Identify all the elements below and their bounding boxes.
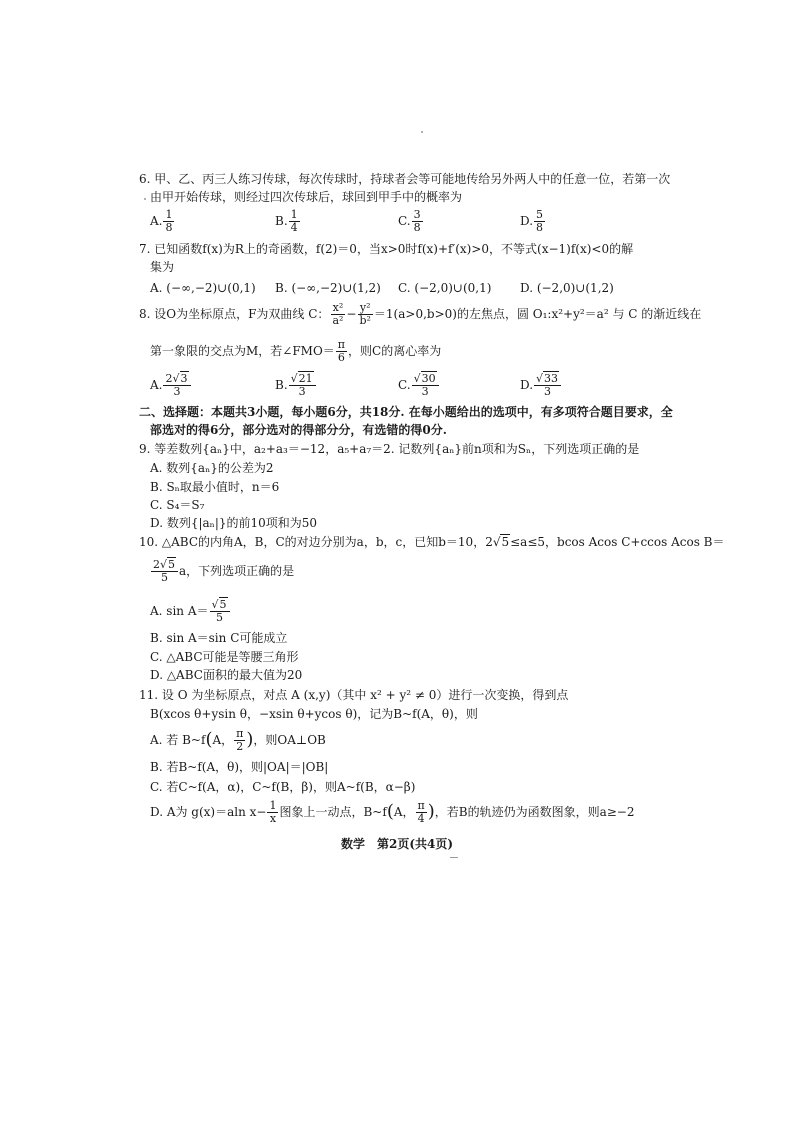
q8-option-c: C. $\frac{√30}{3}$ xyxy=(398,370,440,400)
q11-option-d: D. A为 g(x)＝aln x− $\frac{1}{x}$ 图象上一动点，B~f ( A， $\frac{\pi}{4}$ ) ，若B的轨迹仍为函数图象，则a≥−2 xyxy=(150,798,635,825)
q10-line1: 10. △ABC的内角A，B，C的对边分别为a，b，c，已知b＝10，2√5≤a≤5，bcos Acos C+ccos Acos B＝ xyxy=(139,535,725,549)
q10-option-a: A. sin A＝ $\frac{√5}{5}$ xyxy=(150,596,231,626)
q6-options xyxy=(150,207,710,235)
q6-line2: 由甲开始传球，则经过四次传球后，球回到甲手中的概率为 xyxy=(150,190,463,204)
q10-line2: $\frac{2√5}{5}$ a，下列选项正确的是 xyxy=(153,557,295,584)
q9-option-d: D. 数列{|aₙ|}的前10项和为50 xyxy=(150,516,318,530)
q7-option-d: D. (−2,0)∪(1,2) xyxy=(520,281,614,295)
q9-option-c: C. S₄＝S₇ xyxy=(150,498,205,512)
q7-option-b: B. (−∞,−2)∪(1,2) xyxy=(275,281,381,295)
section2-line2: 部选对的得6分，部分选对的得部分分，有选错的得0分. xyxy=(150,423,447,437)
scan-speck xyxy=(144,198,146,200)
q9-stem: 9. 等差数列{aₙ}中，a₂+a₃＝−12，a₅+a₇＝2. 记数列{aₙ}前n项和为Sₙ，下列选项正确的是 xyxy=(139,442,640,456)
q9-option-b: B. Sₙ取最小值时，n＝6 xyxy=(150,480,280,494)
q8-option-b: B. $\frac{√21}{3}$ xyxy=(275,370,317,400)
scan-speck xyxy=(450,857,458,858)
q10-option-d: D. △ABC面积的最大值为20 xyxy=(150,668,303,682)
q7-option-a: A. (−∞,−2)∪(0,1) xyxy=(150,281,256,295)
q8-option-a: A. $\frac{2√3}{3}$ xyxy=(150,370,192,400)
q8-line2: 第一象限的交点为M，若∠FMO＝ $\frac{\pi}{6}$ ，则C的离心率为 xyxy=(150,337,442,364)
q7-line2: 集为 xyxy=(150,260,175,274)
q7-options xyxy=(150,274,710,302)
q6-option-c: C. $\frac{3}{8}$ xyxy=(398,207,421,234)
q9-option-a: A. 数列{aₙ}的公差为2 xyxy=(150,461,274,475)
section2-line1: 二、选择题：本题共3小题，每小题6分，共18分. 在每小题给出的选项中，有多项符合题目要求，全 xyxy=(139,405,673,419)
q6-line1: 6. 甲、乙、丙三人练习传球，每次传球时，持球者会等可能地传给另外两人中的任意一位，若第一次 xyxy=(139,172,671,186)
q10-option-c: C. △ABC可能是等腰三角形 xyxy=(150,650,299,664)
q11-option-b: B. 若B~f(A，θ)，则|OA|＝|OB| xyxy=(150,760,329,774)
q11-line2: B(xcos θ+ysin θ，−xsin θ+ycos θ)，记为B~f(A，θ)，则 xyxy=(150,707,478,721)
page-footer: 数学 第2页(共4页) xyxy=(340,837,454,851)
q6-option-d: D. $\frac{5}{8}$ xyxy=(520,207,544,234)
q11-option-c: C. 若C~f(A，α)，C~f(B，β)，则A~f(B，α−β) xyxy=(150,780,416,794)
q8-option-d: D. $\frac{√33}{3}$ xyxy=(520,370,562,400)
q8-options xyxy=(150,370,710,400)
q6-option-b: B. $\frac{1}{4}$ xyxy=(275,207,298,234)
q11-option-a: A. 若 B~f ( A， $\frac{\pi}{2}$ ) ，则OA⊥OB xyxy=(150,726,326,753)
q6-option-a: A. $\frac{1}{8}$ xyxy=(150,207,173,234)
q11-line1: 11. 设 O 为坐标原点，对点 A (x,y)（其中 x² + y² ≠ 0）进行一次变换，得到点 xyxy=(139,688,569,702)
q7-option-c: C. (−2,0)∪(0,1) xyxy=(398,281,492,295)
q7-line1: 7. 已知函数f(x)为R上的奇函数，f(2)＝0，当x>0时f(x)+f′(x)>0，不等式(x−1)f(x)<0的解 xyxy=(139,242,634,256)
q8-line1: 8. 设O为坐标原点，F为双曲线 C： $\frac{\text{x²}}{\text{a²}}$ − $\frac{\text{y²}}{\text{b²}}$ ＝1(a>0,b>0)的左焦点，圆 O₁:x²+y²＝a² 与 C 的渐近线在 xyxy=(139,300,702,327)
q10-option-b: B. sin A＝sin C可能成立 xyxy=(150,631,288,645)
scan-speck xyxy=(421,131,423,133)
